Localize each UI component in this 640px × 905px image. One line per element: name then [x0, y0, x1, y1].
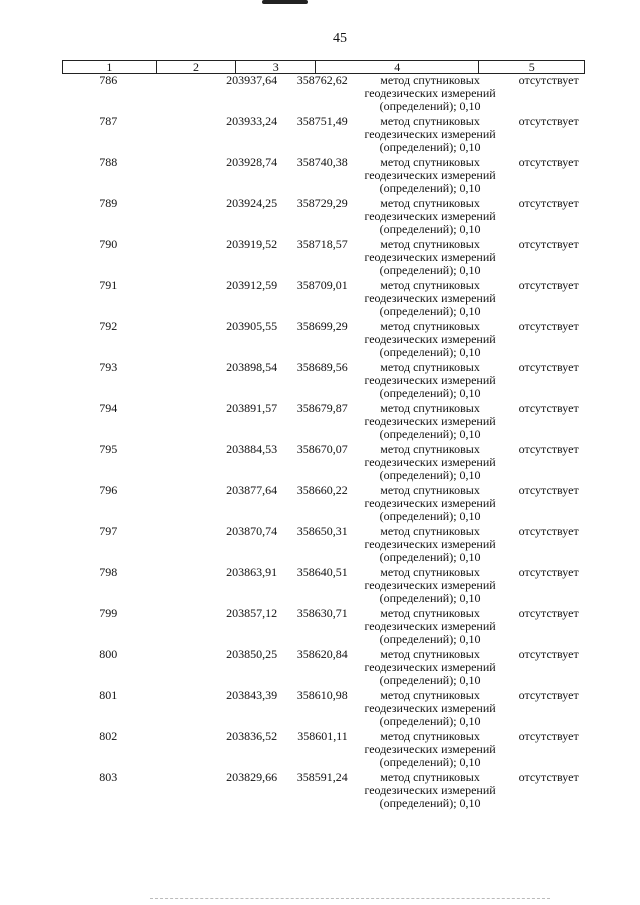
point-number: 802	[99, 729, 118, 743]
method-cell	[348, 566, 513, 607]
description-cell: отсутствует	[518, 114, 579, 128]
table-row	[62, 238, 585, 279]
description-cell: отсутствует	[518, 606, 579, 620]
method-line: метод спутниковых	[380, 524, 480, 538]
method-line: (определений); 0,10	[379, 591, 481, 605]
method-line: (определений); 0,10	[379, 550, 481, 564]
point-number: 798	[99, 565, 118, 579]
coordinate-y: 358591,24	[296, 770, 348, 784]
coordinate-y: 358660,22	[296, 483, 348, 497]
point-number: 786	[99, 73, 118, 87]
method-line: метод спутниковых	[380, 360, 480, 374]
coordinate-x: 203836,52	[226, 729, 278, 743]
table-row	[62, 197, 585, 238]
coordinate-x: 203912,59	[226, 278, 278, 292]
point-number: 789	[99, 196, 118, 210]
coordinate-x: 203933,24	[226, 114, 278, 128]
table-header	[62, 60, 585, 74]
method-line: метод спутниковых	[380, 565, 480, 579]
method-line: геодезических измерений	[364, 373, 496, 387]
method-line: метод спутниковых	[380, 155, 480, 169]
description-cell: отсутствует	[518, 442, 579, 456]
header-cell: 3	[235, 61, 315, 73]
coordinate-y: 358699,29	[296, 319, 348, 333]
coordinate-x: 203857,12	[226, 606, 278, 620]
method-line: метод спутниковых	[380, 688, 480, 702]
point-number: 803	[99, 770, 118, 784]
method-cell	[348, 689, 513, 730]
method-line: геодезических измерений	[364, 783, 496, 797]
method-line: (определений); 0,10	[379, 427, 481, 441]
description-cell: отсутствует	[518, 155, 579, 169]
method-cell	[348, 771, 513, 812]
header-cell: 2	[156, 61, 236, 73]
description-cell: отсутствует	[518, 688, 579, 702]
point-number: 794	[99, 401, 118, 415]
method-line: (определений); 0,10	[379, 99, 481, 113]
description-cell: отсутствует	[518, 278, 579, 292]
table-row	[62, 771, 585, 812]
method-cell	[348, 320, 513, 361]
table-row	[62, 730, 585, 771]
table-row	[62, 320, 585, 361]
method-line: геодезических измерений	[364, 250, 496, 264]
method-cell	[348, 607, 513, 648]
method-line: (определений); 0,10	[379, 632, 481, 646]
point-number: 801	[99, 688, 118, 702]
table-row	[62, 279, 585, 320]
coordinate-x: 203850,25	[226, 647, 278, 661]
method-line: (определений); 0,10	[379, 468, 481, 482]
table-body	[62, 74, 585, 812]
method-cell	[348, 730, 513, 771]
method-line: геодезических измерений	[364, 209, 496, 223]
method-line: метод спутниковых	[380, 401, 480, 415]
table-row	[62, 361, 585, 402]
table-row	[62, 566, 585, 607]
method-line: геодезических измерений	[364, 168, 496, 182]
coordinate-x: 203829,66	[226, 770, 278, 784]
coordinate-x: 203877,64	[226, 483, 278, 497]
method-line: метод спутниковых	[380, 237, 480, 251]
method-line: метод спутниковых	[380, 606, 480, 620]
method-cell	[348, 279, 513, 320]
coordinate-x: 203905,55	[226, 319, 278, 333]
method-line: геодезических измерений	[364, 291, 496, 305]
table-row	[62, 443, 585, 484]
table-row	[62, 115, 585, 156]
method-line: геодезических измерений	[364, 496, 496, 510]
coordinate-x: 203870,74	[226, 524, 278, 538]
coordinate-x: 203898,54	[226, 360, 278, 374]
coordinate-y: 358610,98	[296, 688, 348, 702]
method-cell	[348, 238, 513, 279]
table-row	[62, 484, 585, 525]
coordinate-y: 358650,31	[296, 524, 348, 538]
point-number: 791	[99, 278, 118, 292]
method-line: геодезических измерений	[364, 619, 496, 633]
coordinate-y: 358751,49	[296, 114, 348, 128]
method-cell	[348, 402, 513, 443]
method-cell	[348, 648, 513, 689]
description-cell: отсутствует	[518, 729, 579, 743]
footer-divider	[150, 898, 550, 899]
method-line: (определений); 0,10	[379, 345, 481, 359]
description-cell: отсутствует	[518, 483, 579, 497]
method-line: (определений); 0,10	[379, 263, 481, 277]
description-cell: отсутствует	[518, 401, 579, 415]
method-cell	[348, 361, 513, 402]
method-cell	[348, 115, 513, 156]
point-number: 799	[99, 606, 118, 620]
method-line: метод спутниковых	[380, 196, 480, 210]
page-number: 45	[333, 31, 347, 46]
method-line: геодезических измерений	[364, 86, 496, 100]
table-row	[62, 689, 585, 730]
method-cell	[348, 484, 513, 525]
point-number: 788	[99, 155, 118, 169]
coordinate-y: 358640,51	[296, 565, 348, 579]
description-cell: отсутствует	[518, 73, 579, 87]
coordinate-y: 358670,07	[296, 442, 348, 456]
method-line: (определений); 0,10	[379, 386, 481, 400]
method-line: геодезических измерений	[364, 701, 496, 715]
method-line: геодезических измерений	[364, 332, 496, 346]
method-line: метод спутниковых	[380, 647, 480, 661]
coordinate-x: 203919,52	[226, 237, 278, 251]
point-number: 787	[99, 114, 118, 128]
table-row	[62, 74, 585, 115]
method-line: метод спутниковых	[380, 483, 480, 497]
coordinate-x: 203937,64	[226, 73, 278, 87]
method-line: метод спутниковых	[380, 729, 480, 743]
method-line: метод спутниковых	[380, 770, 480, 784]
scan-mark	[262, 0, 308, 4]
header-cell: 1	[62, 61, 156, 73]
coordinate-y: 358729,29	[296, 196, 348, 210]
method-line: метод спутниковых	[380, 442, 480, 456]
coordinate-x: 203884,53	[226, 442, 278, 456]
description-cell: отсутствует	[518, 237, 579, 251]
description-cell: отсутствует	[518, 565, 579, 579]
description-cell: отсутствует	[518, 360, 579, 374]
description-cell: отсутствует	[518, 524, 579, 538]
description-cell: отсутствует	[518, 196, 579, 210]
method-line: (определений); 0,10	[379, 140, 481, 154]
coordinate-y: 358689,56	[296, 360, 348, 374]
method-line: геодезических измерений	[364, 578, 496, 592]
method-line: (определений); 0,10	[379, 304, 481, 318]
coordinate-y: 358601,11	[297, 729, 348, 743]
point-number: 796	[99, 483, 118, 497]
coordinate-y: 358740,38	[296, 155, 348, 169]
method-line: (определений); 0,10	[379, 509, 481, 523]
header-cell: 5	[478, 61, 585, 73]
method-cell	[348, 525, 513, 566]
method-line: геодезических измерений	[364, 127, 496, 141]
point-number: 797	[99, 524, 118, 538]
method-cell	[348, 443, 513, 484]
method-cell	[348, 74, 513, 115]
method-line: геодезических измерений	[364, 537, 496, 551]
coordinate-x: 203891,57	[226, 401, 278, 415]
coordinate-y: 358630,71	[296, 606, 348, 620]
method-line: геодезических измерений	[364, 414, 496, 428]
point-number: 800	[99, 647, 118, 661]
point-number: 792	[99, 319, 118, 333]
description-cell: отсутствует	[518, 319, 579, 333]
method-line: метод спутниковых	[380, 278, 480, 292]
method-line: (определений); 0,10	[379, 714, 481, 728]
method-line: (определений); 0,10	[379, 181, 481, 195]
method-line: геодезических измерений	[364, 660, 496, 674]
coordinate-x: 203863,91	[226, 565, 278, 579]
table-row	[62, 607, 585, 648]
coordinate-x: 203924,25	[226, 196, 278, 210]
method-line: метод спутниковых	[380, 114, 480, 128]
table-row	[62, 402, 585, 443]
coordinate-y: 358718,57	[296, 237, 348, 251]
method-line: (определений); 0,10	[379, 796, 481, 810]
method-line: (определений); 0,10	[379, 755, 481, 769]
coordinate-x: 203928,74	[226, 155, 278, 169]
coordinate-y: 358679,87	[296, 401, 348, 415]
method-cell	[348, 197, 513, 238]
table-row	[62, 648, 585, 689]
point-number: 793	[99, 360, 118, 374]
coordinate-x: 203843,39	[226, 688, 278, 702]
method-line: (определений); 0,10	[379, 673, 481, 687]
method-line: геодезических измерений	[364, 455, 496, 469]
point-number: 790	[99, 237, 118, 251]
coordinate-y: 358620,84	[296, 647, 348, 661]
point-number: 795	[99, 442, 118, 456]
table-row	[62, 156, 585, 197]
coordinates-table	[62, 60, 585, 812]
coordinate-y: 358762,62	[296, 73, 348, 87]
method-line: метод спутниковых	[380, 319, 480, 333]
method-line: геодезических измерений	[364, 742, 496, 756]
table-row	[62, 525, 585, 566]
description-cell: отсутствует	[518, 647, 579, 661]
method-line: (определений); 0,10	[379, 222, 481, 236]
coordinate-y: 358709,01	[296, 278, 348, 292]
header-cell: 4	[315, 61, 478, 73]
method-line: метод спутниковых	[380, 73, 480, 87]
method-cell	[348, 156, 513, 197]
description-cell: отсутствует	[518, 770, 579, 784]
